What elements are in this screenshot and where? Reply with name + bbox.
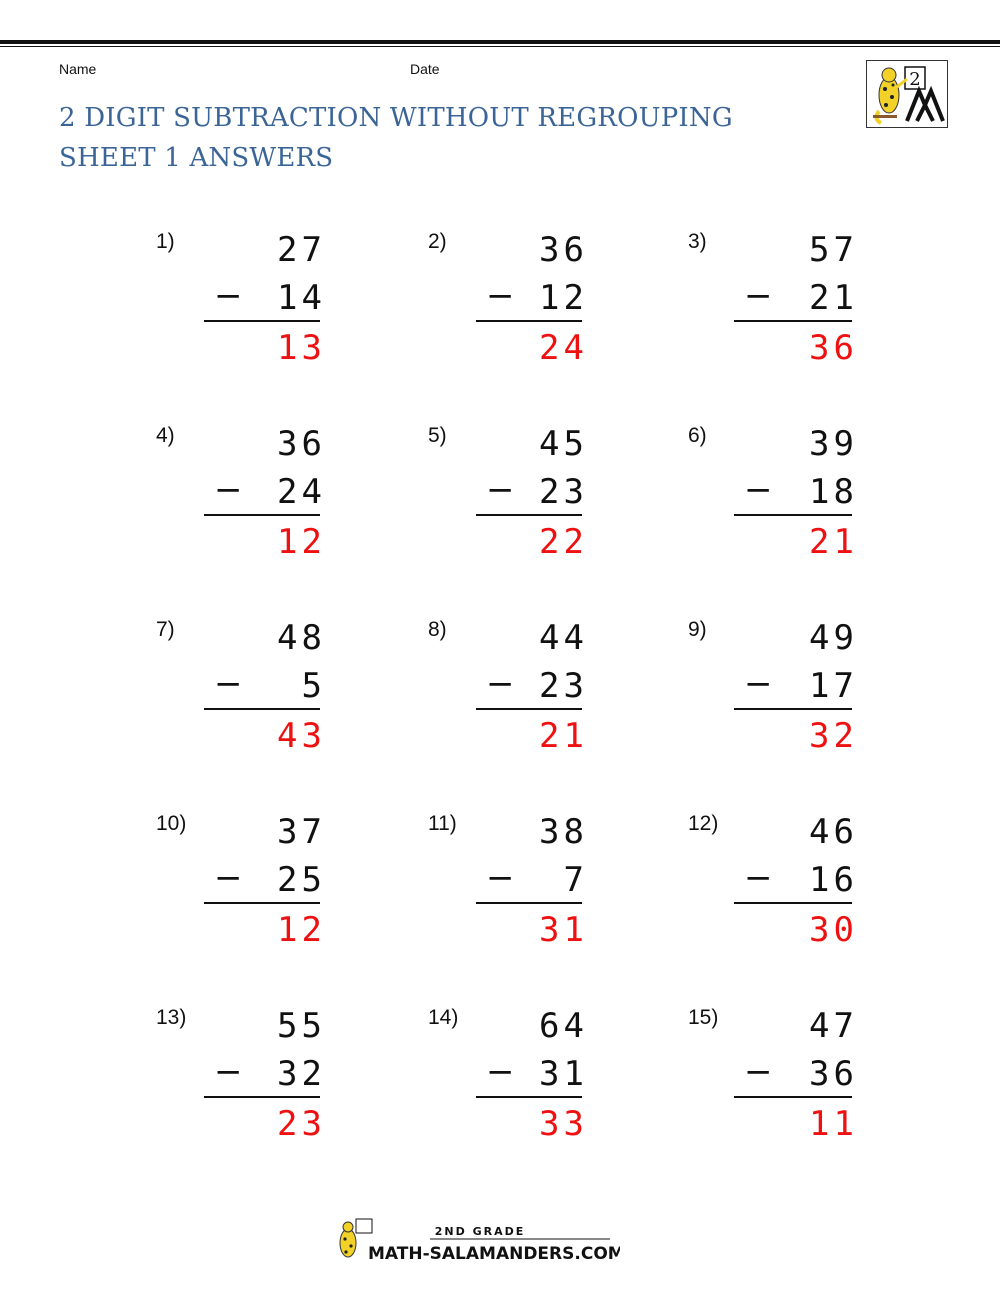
date-label: Date [410,61,440,77]
minuend: 36 [539,230,588,270]
problem-14 [428,1006,588,1176]
answer-line [204,708,320,710]
minus-sign: − [486,858,515,898]
answer-line [476,902,582,904]
answer-line [476,708,582,710]
answer: 33 [539,1104,588,1144]
minuend: 47 [809,1006,858,1046]
subtrahend: 24 [277,472,326,512]
problem-number: 6) [688,424,707,447]
problem-number: 3) [688,230,707,253]
answer: 11 [809,1104,858,1144]
minus-sign: − [214,664,243,704]
minus-sign: − [486,1052,515,1092]
problem-15 [688,1006,858,1176]
minus-sign: − [214,1052,243,1092]
problem-12 [688,812,858,982]
problem-11 [428,812,588,982]
minuend: 39 [809,424,858,464]
minuend: 45 [539,424,588,464]
answer: 22 [539,522,588,562]
answer: 24 [539,328,588,368]
minuend: 27 [277,230,326,270]
minuend: 44 [539,618,588,658]
footer-grade-text: 2ND GRADE [434,1225,526,1238]
answer-line [734,514,852,516]
minus-sign: − [214,470,243,510]
logo-digit: 2 [909,69,921,90]
minuend: 48 [277,618,326,658]
minus-sign: − [214,276,243,316]
salamander-logo-icon [867,61,947,127]
minus-sign: − [486,664,515,704]
top-rule-thin [0,46,1000,47]
subtrahend: 18 [809,472,858,512]
problem-number: 10) [156,812,187,835]
top-rule [0,40,1000,44]
subtrahend: 25 [277,860,326,900]
problem-5 [428,424,588,594]
problem-4 [156,424,326,594]
subtrahend: 23 [539,472,588,512]
answer: 31 [539,910,588,950]
problem-number: 14) [428,1006,459,1029]
footer-site-text: MATH-SALAMANDERS.COM [368,1244,620,1264]
problem-number: 11) [428,812,457,835]
answer: 21 [539,716,588,756]
subtrahend: 31 [539,1054,588,1094]
problem-3 [688,230,858,400]
answer-line [734,1096,852,1098]
answer-line [734,708,852,710]
subtrahend: 14 [277,278,326,318]
subtrahend: 21 [809,278,858,318]
worksheet-title: 2 DIGIT SUBTRACTION WITHOUT REGROUPING [59,103,733,133]
answer: 32 [809,716,858,756]
minus-sign: − [744,470,773,510]
subtrahend: 36 [809,1054,858,1094]
problem-number: 13) [156,1006,187,1029]
minus-sign: − [744,858,773,898]
problem-number: 2) [428,230,447,253]
problem-7 [156,618,326,788]
problem-number: 9) [688,618,707,641]
problem-number: 8) [428,618,447,641]
answer: 30 [809,910,858,950]
answer-line [734,320,852,322]
answer-line [734,902,852,904]
problem-8 [428,618,588,788]
problem-number: 15) [688,1006,719,1029]
problem-10 [156,812,326,982]
minus-sign: − [744,276,773,316]
answer-line [204,514,320,516]
answer: 23 [277,1104,326,1144]
answer-line [476,320,582,322]
problem-2 [428,230,588,400]
minuend: 38 [539,812,588,852]
subtrahend: 23 [539,666,588,706]
answer: 43 [277,716,326,756]
answer-line [476,514,582,516]
minus-sign: − [744,664,773,704]
problem-number: 4) [156,424,175,447]
answer-line [476,1096,582,1098]
problem-number: 1) [156,230,175,253]
minuend: 49 [809,618,858,658]
minuend: 64 [539,1006,588,1046]
subtrahend: 17 [809,666,858,706]
problem-9 [688,618,858,788]
minus-sign: − [486,470,515,510]
minuend: 55 [277,1006,326,1046]
subtrahend: 32 [277,1054,326,1094]
problem-number: 5) [428,424,447,447]
minuend: 57 [809,230,858,270]
answer: 12 [277,910,326,950]
subtrahend: 7 [563,860,588,900]
problem-6 [688,424,858,594]
problem-number: 7) [156,618,175,641]
answer: 36 [809,328,858,368]
answer-line [204,320,320,322]
answer: 21 [809,522,858,562]
answer-line [204,1096,320,1098]
minuend: 37 [277,812,326,852]
footer-salamander-icon [330,1215,620,1265]
minus-sign: − [486,276,515,316]
answer: 13 [277,328,326,368]
minus-sign: − [744,1052,773,1092]
problem-1 [156,230,326,400]
subtrahend: 16 [809,860,858,900]
problem-number: 12) [688,812,719,835]
subtrahend: 12 [539,278,588,318]
subtrahend: 5 [301,666,326,706]
answer: 12 [277,522,326,562]
worksheet-subtitle: SHEET 1 ANSWERS [59,143,334,173]
footer-logo [330,1215,620,1265]
minus-sign: − [214,858,243,898]
minuend: 46 [809,812,858,852]
answer-line [204,902,320,904]
salamander-logo [866,60,948,128]
name-label: Name [59,61,97,77]
minuend: 36 [277,424,326,464]
problem-13 [156,1006,326,1176]
